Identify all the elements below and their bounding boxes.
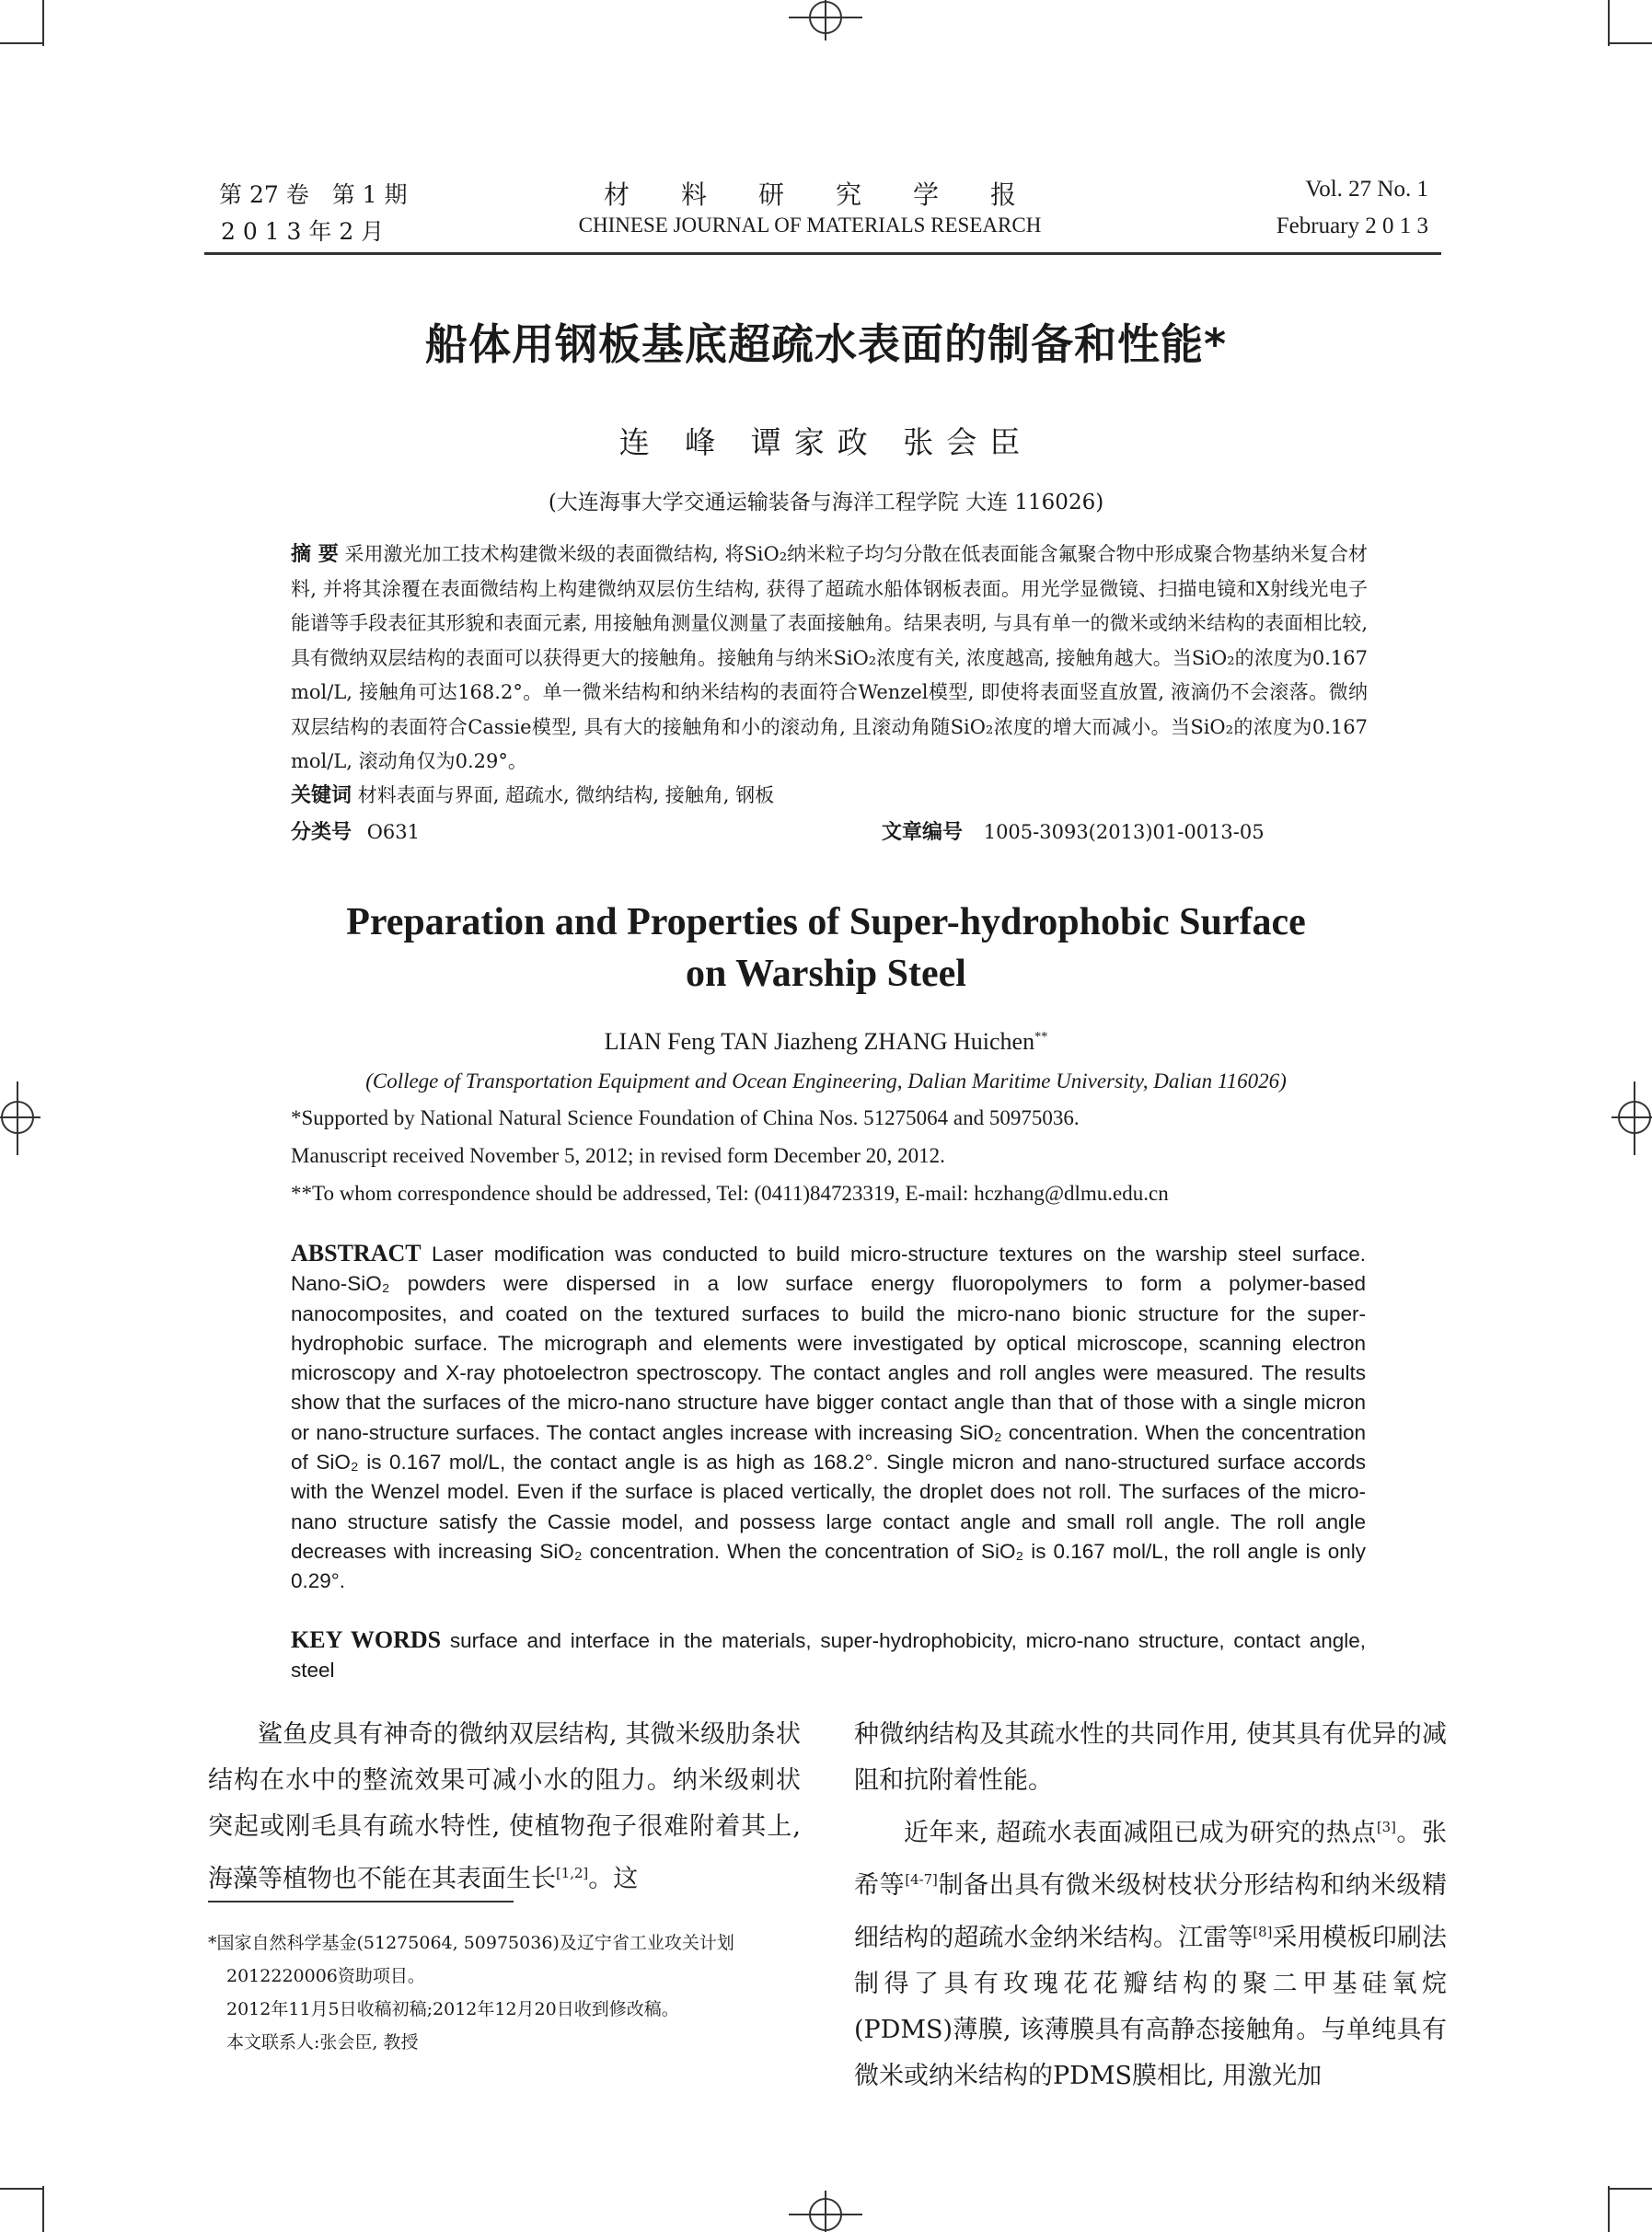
abstract-en-text: Laser modification was conducted to build micro-structure textures on the warship steel surface. Nano-SiO₂ powders were dispersed in a low surface energy fluoropolymers to form a polymer-based nanocomposites, and coated on the textured surfaces to build the micro-nano bionic structure for the super- hydrophobic surface. The micrograph and elements were investigated by optical microscope, scanning electron microscopy and X-ray photoelectron spectroscopy. The contact angles and roll angles were measured. The results show that the surfaces of the micro-nano structure have bigger contact angle than that of those with a single micron or nano-structure surfaces. The contact angles increase with increasing SiO₂ concentration. When the concentration of SiO₂ is 0.167 mol/L, the contact angle is as high as 168.2°. Single micron and nano-structured surface accords with the Wenzel model. Even if the surface is placed vertically, the droplet does not roll. The surfaces of the micro-nano structure satisfy the Cassie model, and possess large contact angle and small roll angle. The roll angle decreases with increasing SiO₂ concentration. When the concentration of SiO₂ is 0.167 mol/L, the roll angle is only 0.29°. [291,1243,1366,1593]
funding-note: *Supported by National Natural Science Foundation of China Nos. 51275064 and 50975036. [291,1106,1080,1129]
journal-name-cn: 材 料 研 究 学 报 [603,179,1016,210]
abstract-cn-text: 采用激光加工技术构建微米级的表面微结构, 将SiO₂纳米粒子均匀分散在低表面能含氟聚合物中形成聚合物基纳米复合材料, 并将其涂覆在表面微结构上构建微纳双层仿生结构, 获得了超疏水船体钢板表面。用光学显微镜、扫描电镜和X射线光电子能谱等手段表征其形貌和表面元素, 用接触角测量仪测量了表面接触角。结果表明, 与具有单一的微米或纳米结构的表面相比较, 具有微纳双层结构的表面可以获得更大的接触角。接触角与纳米SiO₂浓度有关, 浓度越高, 接触角越大。当SiO₂的浓度为0.167 mol/L, 接触角可达168.2°。单一微米结构和纳米结构的表面符合Wenzel模型, 即使将表面竖直放置, 液滴仍不会滚落。微纳双层结构的表面符合Cassie模型, 具有大的接触角和小的滚动角, 且滚动角随SiO₂浓度的增大而减小。当SiO₂的浓度为0.167 mol/L, 滚动角仅为0.29°。 [291,543,1368,772]
body-right-text-b: 。张希等 [854,1819,1447,1900]
article-number-value: 1005-3093(2013)01-0013-05 [983,821,1265,843]
manuscript-dates: Manuscript received November 5, 2012; in revised form December 20, 2012. [291,1144,945,1167]
footnote-contact: 本文联系人:张会臣, 教授 [226,2032,419,2053]
issue-date-en: February 2 0 1 3 [1276,214,1428,238]
abstract-en [291,1239,1366,1597]
keywords-en-label: KEY WORDS [291,1626,442,1653]
classification-cn [291,815,843,850]
article-number-cn [882,815,1397,850]
classification-value: O631 [366,821,421,843]
affiliation-cn: (大连海事大学交通运输装备与海洋工程学院 大连 116026) [548,491,1104,515]
journal-name-en: CHINESE JOURNAL OF MATERIALS RESEARCH [578,214,1042,237]
paper-title-en-line2: on Warship Steel [686,953,966,995]
classification-label: 分类号 [291,821,352,844]
article-number-label: 文章编号 [882,821,964,844]
paper-title-cn: 船体用钢板基底超疏水表面的制备和性能* [424,319,1228,369]
body-right-text-c: 制备出具有微米级树枝状分形结构和纳米级精细结构的超疏水金纳米结构。江雷等 [854,1871,1448,1952]
citation-ref: [4-7] [905,1871,938,1888]
volume-issue-en: Vol. 27 No. 1 [1305,177,1428,202]
footnote-funding-cont: 2012220006资助项目。 [226,1966,425,1986]
body-right-continuation: 种微纳结构及其疏水性的共同作用, 使其具有优异的减阻和抗附着性能。 [854,1720,1447,1795]
issue-date-cn: 2 0 1 3 年 2 月 [221,218,385,245]
abstract-cn [291,538,1368,780]
paper-title-en-line1: Preparation and Properties of Super-hydrophobic Surface [346,901,1306,943]
correspondence-note: **To whom correspondence should be addressed, Tel: (0411)84723319, E-mail: hczhang@dlmu.edu.cn [291,1182,1169,1205]
authors-en-text: LIAN Feng TAN Jiazheng ZHANG Huichen [604,1028,1035,1055]
body-left-paragraph [208,1712,801,1902]
keywords-cn-text: 材料表面与界面, 超疏水, 微纳结构, 接触角, 钢板 [357,784,775,806]
footnote-rule [208,1901,514,1902]
body-right-text-a: 近年来, 超疏水表面减阻已成为研究的热点 [904,1819,1377,1847]
authors-en-marker: ** [1034,1029,1048,1045]
authors-cn: 连 峰 谭家政 张会臣 [618,424,1034,460]
abstract-cn-label: 摘 要 [291,543,339,566]
footnotes [208,1926,815,2059]
body-right-text-d: 采用模板印刷法制得了具有玫瑰花花瓣结构的聚二甲基硅氧烷(PDMS)薄膜, 该薄膜具有高静态接触角。与单纯具有微米或纳米结构的PDMS膜相比, 用激光加 [854,1924,1448,2090]
volume-issue: 第 27 卷 第 1 期 [219,181,408,208]
keywords-cn [291,779,1368,814]
citation-ref: [1,2] [556,1865,589,1881]
paper-title-en [92,896,1560,1000]
header-rule [204,252,1441,255]
body-left-text-end: 。这 [588,1865,639,1893]
footnote-funding: *国家自然科学基金(51275064, 50975036)及辽宁省工业攻关计划 [208,1933,734,1953]
affiliation-en: (College of Transportation Equipment and Ocean Engineering, Dalian Maritime University, Dalian 116026) [365,1070,1287,1093]
footnote-dates: 2012年11月5日收稿初稿;2012年12月20日收到修改稿。 [226,1999,679,2019]
citation-ref: [3] [1376,1819,1396,1835]
authors-en [92,1028,1560,1056]
citation-ref: [8] [1253,1924,1273,1940]
keywords-en [291,1625,1366,1686]
body-right-paragraph [854,1804,1447,2099]
keywords-cn-label: 关键词 [291,784,352,807]
keywords-en-text: surface and interface in the materials, super-hydrophobicity, micro-nano structure, contact angle, steel [291,1629,1366,1683]
body-left-text: 鲨鱼皮具有神奇的微纳双层结构, 其微米级肋条状结构在水中的整流效果可减小水的阻力。纳米级刺状突起或刚毛具有疏水特性, 使植物孢子很难附着其上, 海藻等植物也不能在其表面生长 [208,1720,801,1893]
abstract-en-label: ABSTRACT [291,1240,422,1266]
